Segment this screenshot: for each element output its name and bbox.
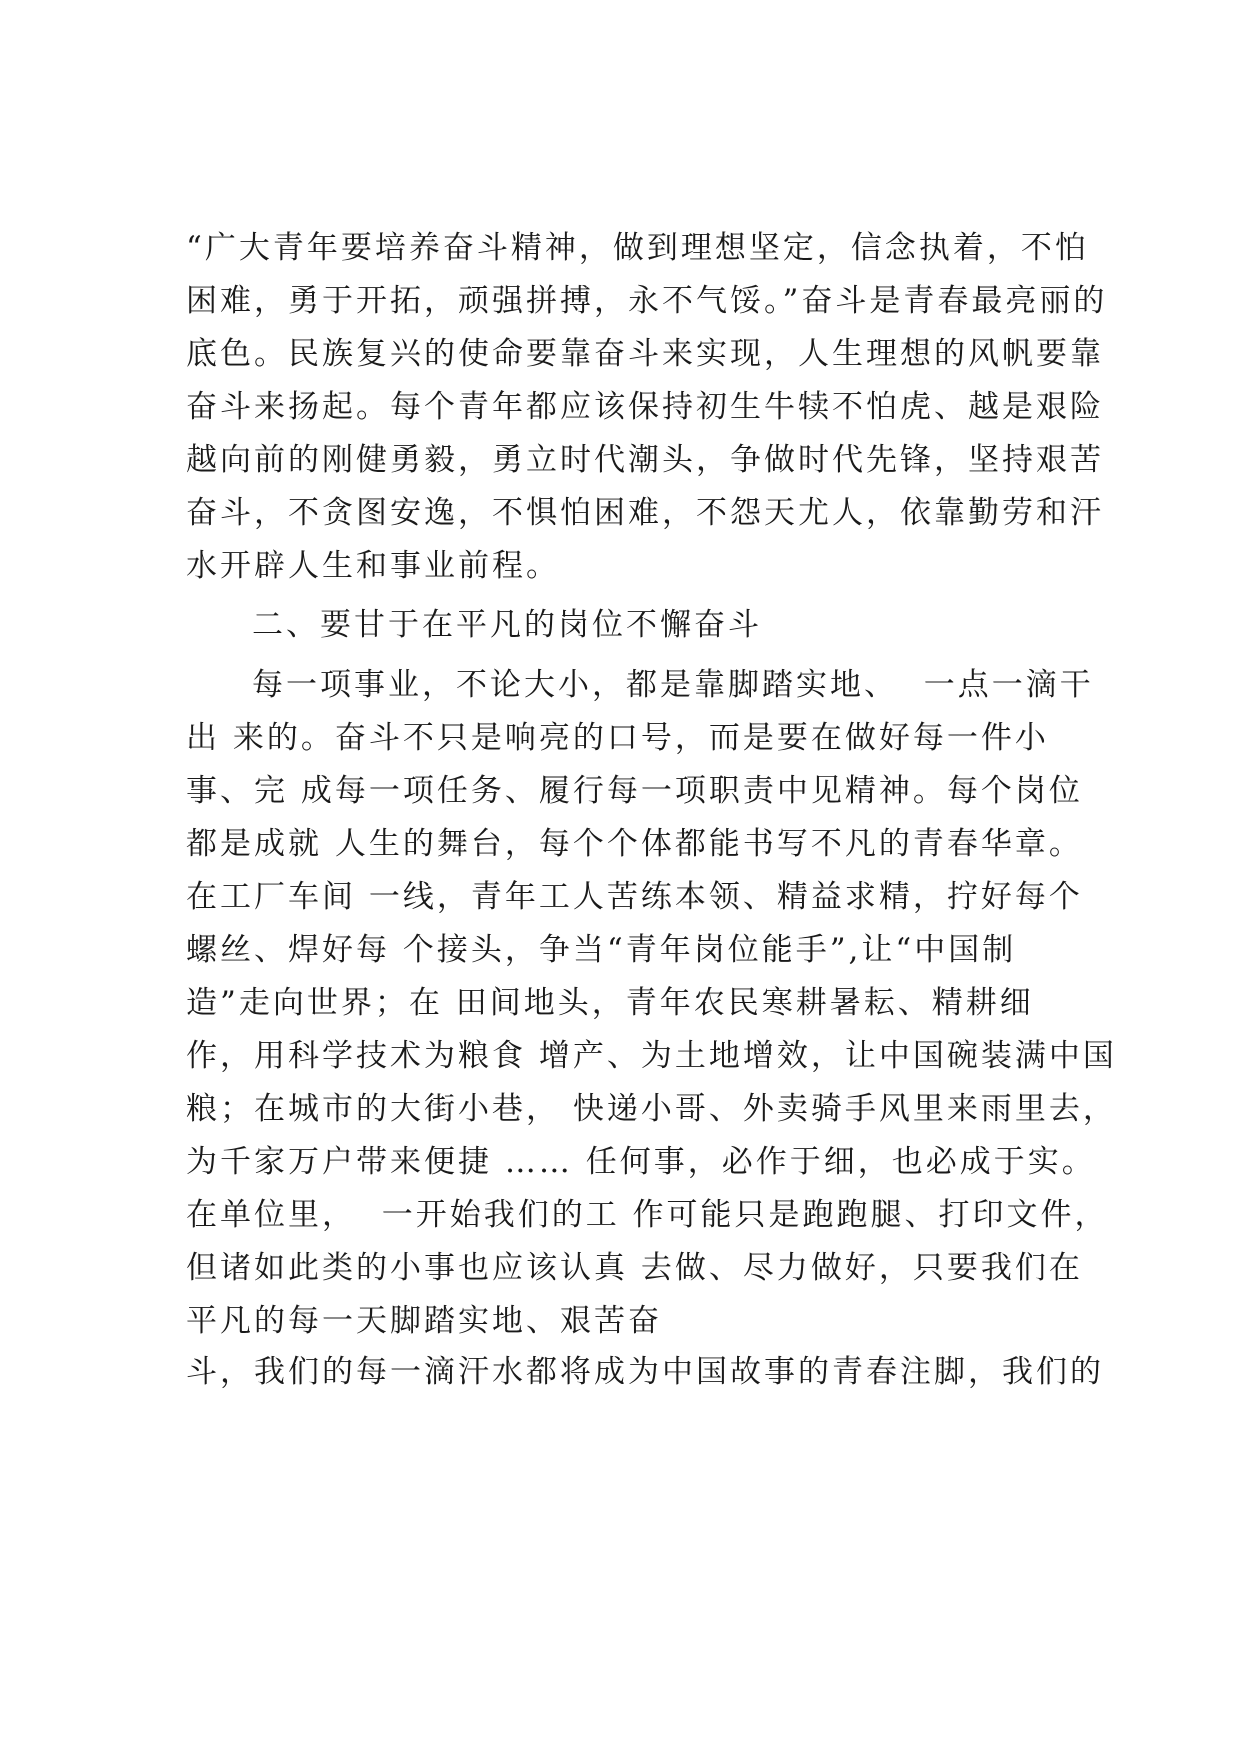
text-line: 都是成就 人生的舞台，每个个体都能书写不凡的青春华章。 — [186, 826, 1083, 862]
text-line: 水开辟人生和事业前程。 — [186, 548, 560, 584]
text-line: 困难，勇于开拓，顽强拼搏，永不气馁。”奋斗是青春最亮丽的 — [186, 283, 1108, 319]
text-line: 粮；在城市的大街小巷， 快递小哥、外卖骑手风里来雨里去， — [186, 1091, 1117, 1127]
text-line: 螺丝、焊好每 个接头，争当“青年岗位能手”,让“中国制 — [186, 932, 1017, 968]
text-line: 奋斗，不贪图安逸，不惧怕困难，不怨天尤人，依靠勤劳和汗 — [186, 495, 1104, 531]
text-line: 奋斗来扬起。每个青年都应该保持初生牛犊不怕虎、越是艰险 — [186, 389, 1104, 425]
text-line: 每一项事业，不论大小，都是靠脚踏实地、 一点一滴干 — [252, 667, 1094, 703]
text-line: “广大青年要培养奋斗精神，做到理想坚定，信念执着，不怕 — [186, 230, 1089, 266]
text-line: 在单位里， 一开始我们的工 作可能只是跑跑腿、打印文件， — [186, 1197, 1109, 1233]
text-line: 造”走向世界；在 田间地头，青年农民寒耕暑耘、精耕细 — [186, 985, 1034, 1021]
text-line: 在工厂车间 一线，青年工人苦练本领、精益求精，拧好每个 — [186, 879, 1083, 915]
text-line: 越向前的刚健勇毅，勇立时代潮头，争做时代先锋，坚持艰苦 — [186, 442, 1104, 478]
text-line: 斗，我们的每一滴汗水都将成为中国故事的青春注脚，我们的 — [186, 1354, 1104, 1390]
text-line: 平凡的每一天脚踏实地、艰苦奋 — [186, 1303, 662, 1339]
section-heading: 二、要甘于在平凡的岗位不懈奋斗 — [252, 607, 762, 643]
text-line: 底色。民族复兴的使命要靠奋斗来实现，人生理想的风帆要靠 — [186, 336, 1104, 372]
text-line: 但诸如此类的小事也应该认真 去做、尽力做好，只要我们在 — [186, 1250, 1083, 1286]
text-line: 出 来的。奋斗不只是响亮的口号，而是要在做好每一件小 — [186, 720, 1049, 756]
text-line: 事、完 成每一项任务、履行每一项职责中见精神。每个岗位 — [186, 773, 1083, 809]
text-line: 为千家万户带来便捷 …… 任何事，必作于细，也必成于实。 — [186, 1144, 1096, 1180]
text-line: 作，用科学技术为粮食 增产、为土地增效，让中国碗装满中国 — [186, 1038, 1117, 1074]
